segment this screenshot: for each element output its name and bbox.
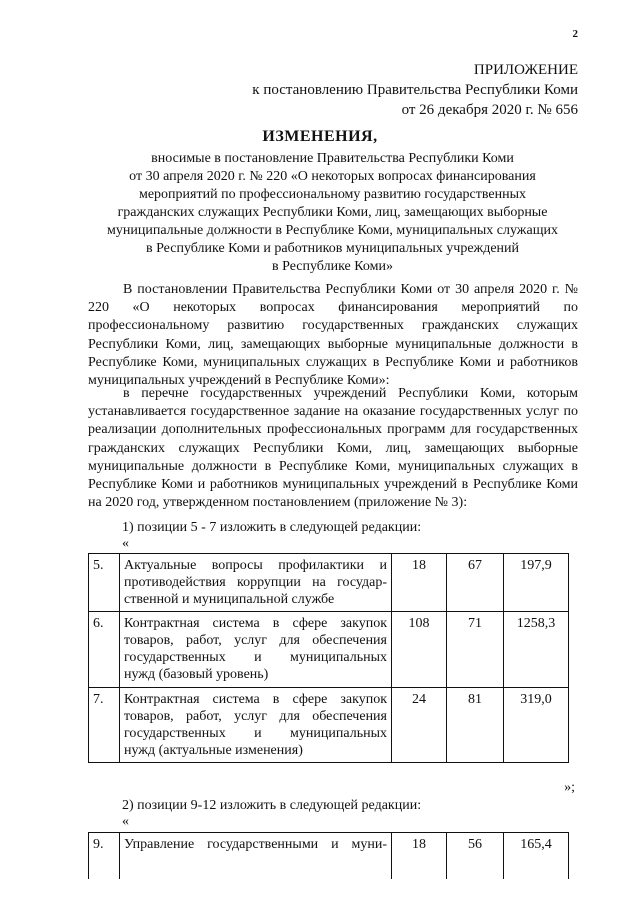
row-name <box>120 554 392 612</box>
appendix-label: ПРИЛОЖЕНИЕ <box>473 62 578 78</box>
row-value-3: 1258,3 <box>504 612 569 688</box>
row-value-2: 71 <box>447 612 504 688</box>
subtitle-line: гражданских служащих Республики Коми, лиц, замещающих выборные <box>117 205 548 220</box>
document-title: ИЗМЕНЕНИЯ, <box>262 128 378 145</box>
paragraph-list-text: в перечне государственных учреждений Республики Коми, которым устанавливается государственное задание на оказание государственных услуг по реализации дополнительных профессиональных программ для государственных гражданских служащих Республики Коми, лиц, замещающих выборные муниципальные должности в Республике Коми, муниципальных служащих в Республике Коми и работников муниципальных учреждений в Республике Коми на 2020 год, утвержденном постановлением (приложение № 3): <box>88 386 578 511</box>
row-value-3: 165,4 <box>504 833 569 880</box>
subtitle-line: мероприятий по профессиональному развитию государственных <box>138 187 527 202</box>
row-value-2: 81 <box>447 688 504 763</box>
row-value-1: 24 <box>392 688 447 763</box>
row-number: 9. <box>89 833 120 880</box>
row-name-line: нужд (актуальные изменения) <box>124 743 303 758</box>
row-name-line: товаров, работ, услуг для обеспечения <box>124 633 387 648</box>
open-quote-2: « <box>122 814 129 829</box>
item-1: 1) позиции 5 - 7 изложить в следующей редакции: <box>122 520 422 535</box>
row-name <box>120 612 392 688</box>
row-number: 5. <box>89 554 120 612</box>
appendix-line-1: к постановлению Правительства Республики Коми <box>252 82 578 98</box>
row-name <box>120 833 392 880</box>
subtitle-line: от 30 апреля 2020 г. № 220 «О некоторых вопросах финансирования <box>129 169 536 184</box>
row-value-1: 108 <box>392 612 447 688</box>
table-row <box>89 612 569 688</box>
subtitle-line: вносимые в постановление Правительства Республики Коми <box>151 151 514 166</box>
row-name-line: Контрактная система в сфере закупок <box>124 616 387 631</box>
page-number: 2 <box>572 28 578 40</box>
item-2: 2) позиции 9-12 изложить в следующей редакции: <box>122 798 422 813</box>
paragraph-intro <box>88 281 578 390</box>
row-number: 7. <box>89 688 120 763</box>
close-quote-1: »; <box>564 780 575 795</box>
row-name-line: нужд (базовый уровень) <box>124 667 269 682</box>
row-name-line: государственных и муниципальных <box>124 650 387 665</box>
row-name-line: Управление государственными и муни- <box>124 837 387 852</box>
subtitle-line: в Республике Коми» <box>272 259 393 274</box>
subtitle-line: муниципальные должности в Республике Коми, муниципальных служащих <box>107 223 558 238</box>
table-row <box>89 833 569 880</box>
row-name-line: ственной и муниципальной службе <box>124 592 335 607</box>
subtitle-line: в Республике Коми и работников муниципальных учреждений <box>145 241 520 256</box>
table-row <box>89 554 569 612</box>
table-row <box>89 688 569 763</box>
row-value-1: 18 <box>392 833 447 880</box>
positions-table-2 <box>88 832 569 879</box>
row-value-2: 67 <box>447 554 504 612</box>
row-name-line: Актуальные вопросы профилактики и <box>124 558 387 573</box>
row-name <box>120 688 392 763</box>
open-quote-1: « <box>122 536 129 551</box>
positions-table-1 <box>88 553 569 763</box>
row-number: 6. <box>89 612 120 688</box>
document-subtitle <box>95 150 570 276</box>
row-name-line: Контрактная система в сфере закупок <box>124 692 387 707</box>
row-name-line: товаров, работ, услуг для обеспечения <box>124 709 387 724</box>
row-value-3: 197,9 <box>504 554 569 612</box>
paragraph-list <box>88 385 578 512</box>
row-name-line: противодействия коррупции на государ- <box>124 575 387 590</box>
appendix-header <box>252 60 578 120</box>
paragraph-intro-text: В постановлении Правительства Республики Коми от 30 апреля 2020 г. № 220 «О некоторых вопросах финансирования мероприятий по профессиональному развитию государственных гражданских служащих Республики Коми, лиц, замещающих выборные муниципальные должности в Республике Коми, муниципальных служащих в Республике Коми и работников муниципальных учреждений в Республике Коми»: <box>88 282 578 389</box>
row-value-2: 56 <box>447 833 504 880</box>
row-name-line: государственных и муниципальных <box>124 726 387 741</box>
row-value-3: 319,0 <box>504 688 569 763</box>
appendix-line-2: от 26 декабря 2020 г. № 656 <box>401 102 578 118</box>
row-value-1: 18 <box>392 554 447 612</box>
